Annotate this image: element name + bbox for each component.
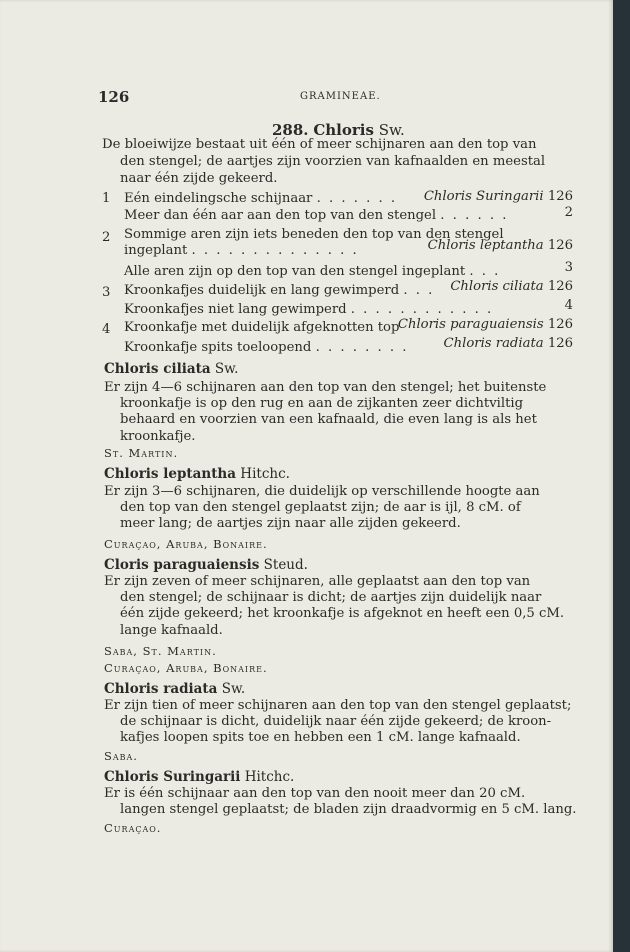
key-number: 3 bbox=[102, 285, 111, 300]
locality: Curaçao, Aruba, Bonaire. bbox=[104, 661, 268, 675]
species-heading: Chloris radiata Sw. bbox=[104, 681, 246, 697]
description-line: den top van den stengel geplaatst zijn; de aar is ijl, 8 cM. of bbox=[120, 500, 521, 515]
locality: Saba. bbox=[104, 749, 138, 763]
genus-number: 288. bbox=[272, 121, 309, 139]
species-heading: Chloris leptantha Hitchc. bbox=[104, 466, 290, 482]
key-line: Kroonkafjes niet lang gewimperd . . . . . . . . . . . . bbox=[124, 302, 494, 317]
key-number: 4 bbox=[102, 322, 111, 337]
key-reference: Chloris paraguaiensis 126 bbox=[397, 317, 573, 332]
page-number: 126 bbox=[98, 88, 130, 106]
species-heading: Cloris paraguaiensis Steud. bbox=[104, 557, 308, 573]
key-line: Kroonkafje met duidelijk afgeknotten top bbox=[124, 320, 400, 335]
intro-line: De bloeiwijze bestaat uit één of meer schijnaren aan den top van bbox=[102, 137, 537, 152]
description-line: Er zijn 4—6 schijnaren aan den top van den stengel; het buitenste bbox=[104, 380, 547, 395]
key-number: 2 bbox=[102, 230, 111, 245]
key-line: Alle aren zijn op den top van den stengel ingeplant . . . bbox=[124, 264, 501, 279]
description-line: één zijde gekeerd; het kroonkafje is afgeknot en heeft een 0,5 cM. bbox=[120, 606, 565, 621]
key-reference: 3 bbox=[564, 260, 573, 275]
species-heading: Chloris Suringarii Hitchc. bbox=[104, 769, 295, 785]
key-line: Sommige aren zijn iets beneden den top van den stengel bbox=[124, 227, 504, 242]
key-line: ingeplant . . . . . . . . . . . . . . bbox=[124, 243, 359, 258]
description-line: meer lang; de aartjes zijn naar alle zijden gekeerd. bbox=[120, 516, 461, 531]
description-line: den stengel; de schijnaar is dicht; de aartjes zijn duidelijk naar bbox=[120, 590, 542, 605]
key-number: 1 bbox=[102, 191, 111, 206]
description-line: Er zijn tien of meer schijnaren aan den top van den stengel geplaatst; bbox=[104, 698, 572, 713]
description-line: kroonkafje is op den rug en aan de zijkanten zeer dichtviltig bbox=[120, 396, 524, 411]
description-line: Er zijn zeven of meer schijnaren, alle geplaatst aan den top van bbox=[104, 574, 531, 589]
running-title: GRAMINEAE. bbox=[300, 91, 381, 102]
genus-name: Chloris bbox=[313, 121, 374, 139]
description-line: de schijnaar is dicht, duidelijk naar één zijde gekeerd; de kroon- bbox=[120, 714, 552, 729]
description-line: lange kafnaald. bbox=[120, 623, 223, 638]
description-line: Er is één schijnaar aan den top van den nooit meer dan 20 cM. bbox=[104, 786, 526, 801]
locality: Curaçao, Aruba, Bonaire. bbox=[104, 537, 268, 551]
page-edge bbox=[613, 0, 630, 952]
description-line: Er zijn 3—6 schijnaren, die duidelijk op verschillende hoogte aan bbox=[104, 484, 540, 499]
genus-author: Sw. bbox=[378, 121, 405, 139]
description-line: kafjes loopen spits toe en hebben een 1 cM. lange kafnaald. bbox=[120, 730, 521, 745]
intro-line: den stengel; de aartjes zijn voorzien van kafnaalden en meestal bbox=[120, 154, 546, 169]
key-reference: 4 bbox=[564, 298, 573, 313]
locality: St. Martin. bbox=[104, 446, 179, 460]
description-line: langen stengel geplaatst; de bladen zijn draadvormig en 5 cM. lang. bbox=[120, 802, 577, 817]
key-reference: Chloris leptantha 126 bbox=[427, 238, 573, 253]
key-line: Kroonkafje spits toeloopend . . . . . . . . bbox=[124, 340, 409, 355]
key-reference: Chloris Suringarii 126 bbox=[423, 189, 573, 204]
key-line: Eén eindelingsche schijnaar . . . . . . . bbox=[124, 191, 398, 206]
locality: Curaçao. bbox=[104, 821, 162, 835]
description-line: kroonkafje. bbox=[120, 429, 196, 444]
species-heading: Chloris ciliata Sw. bbox=[104, 361, 239, 377]
description-line: behaard en voorzien van een kafnaald, die even lang is als het bbox=[120, 412, 537, 427]
intro-line: naar één zijde gekeerd. bbox=[120, 171, 278, 186]
locality: Saba, St. Martin. bbox=[104, 644, 217, 658]
key-reference: Chloris ciliata 126 bbox=[450, 279, 573, 294]
key-reference: Chloris radiata 126 bbox=[443, 336, 573, 351]
key-line: Kroonkafjes duidelijk en lang gewimperd . . . bbox=[124, 283, 435, 298]
key-reference: 2 bbox=[564, 205, 573, 220]
key-line: Meer dan één aar aan den top van den stengel . . . . . . bbox=[124, 208, 509, 223]
